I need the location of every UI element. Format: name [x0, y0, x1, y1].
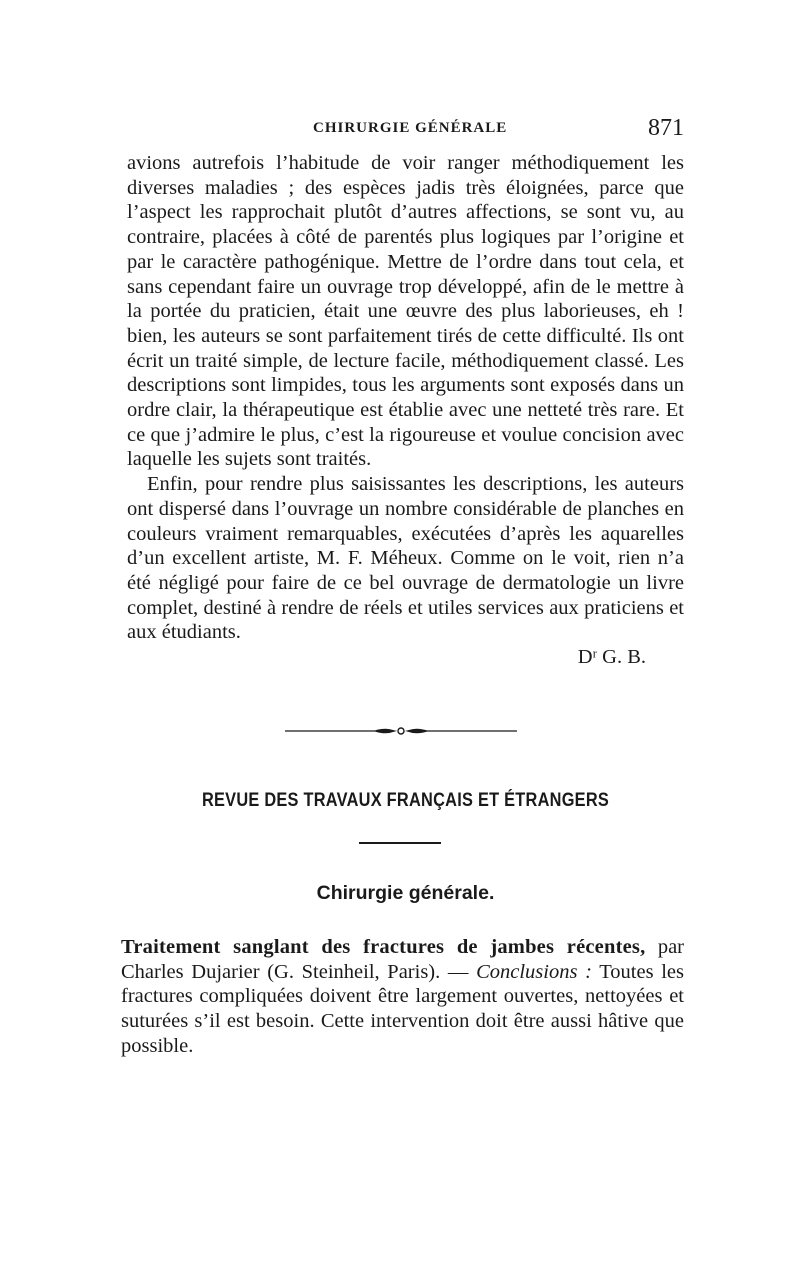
review-paragraph-1: avions autrefois l’habitude de voir ranger méthodiquement les diverses maladies ; des espèces jadis très éloignées, parce que l’aspect les rapprochait plutôt d’autres affections, se sont vu, au contraire, placées à côté de parentés plus logiques par l’origine et par le caractère pathogénique. Mettre de l’ordre dans tout cela, et sans cependant faire un ouvrage trop développé, afin de le mettre à la portée du praticien, était une œuvre des plus laborieuses, eh ! bien, les auteurs se sont parfaitement tirés de cette difficulté. Ils ont écrit un traité simple, de lecture facile, méthodiquement classé. Les descriptions sont limpides, tous les arguments sont exposés dans un ordre clair, la thérapeutique est établie avec une netteté très rare. Et ce que j’admire le plus, c’est la rigoureuse et voulue concision avec laquelle les sujets sont traités.: [127, 152, 684, 471]
article-paragraph: [121, 935, 684, 1059]
article-conclusions-label: Conclusions :: [476, 960, 592, 983]
review-body: [127, 151, 684, 670]
article-text: Toutes les fractures compliquées doivent être largement ouvertes, nettoyées et suturées s’il est besoin. Cette intervention doit être aussi hâtive que possible.: [121, 960, 685, 1057]
ornament-divider-icon: [285, 724, 517, 738]
review-signature: Dʳ G. B.: [577, 646, 646, 669]
running-head-title: CHIRURGIE GÉNÉRALE: [313, 120, 508, 136]
article-byline: par Charles Dujarier (G. Steinheil, Paris). —: [121, 936, 685, 983]
page-number: 871: [648, 115, 684, 141]
running-head: [127, 115, 684, 144]
review-paragraph-2: Enfin, pour rendre plus saisissantes les descriptions, les auteurs ont dispersé dans l’ouvrage un nombre considérable de planches en couleurs vraiment remarquables, exécutées d’après les aquarelles d’un excellent artiste, M. F. Méheux. Comme on le voit, rien n’a été négligé pour faire de ce bel ouvrage de dermatologie un livre complet, destiné à rendre de réels et utiles services aux praticiens et aux étudiants.: [127, 473, 684, 644]
article-title: Traitement sanglant des fractures de jambes récentes,: [121, 936, 646, 958]
article-entry: [121, 935, 684, 1059]
section-rule: [359, 842, 441, 844]
section-title: REVUE DES TRAVAUX FRANÇAIS ET ÉTRANGERS: [201, 790, 610, 811]
section-subtitle: Chirurgie générale.: [316, 882, 495, 904]
